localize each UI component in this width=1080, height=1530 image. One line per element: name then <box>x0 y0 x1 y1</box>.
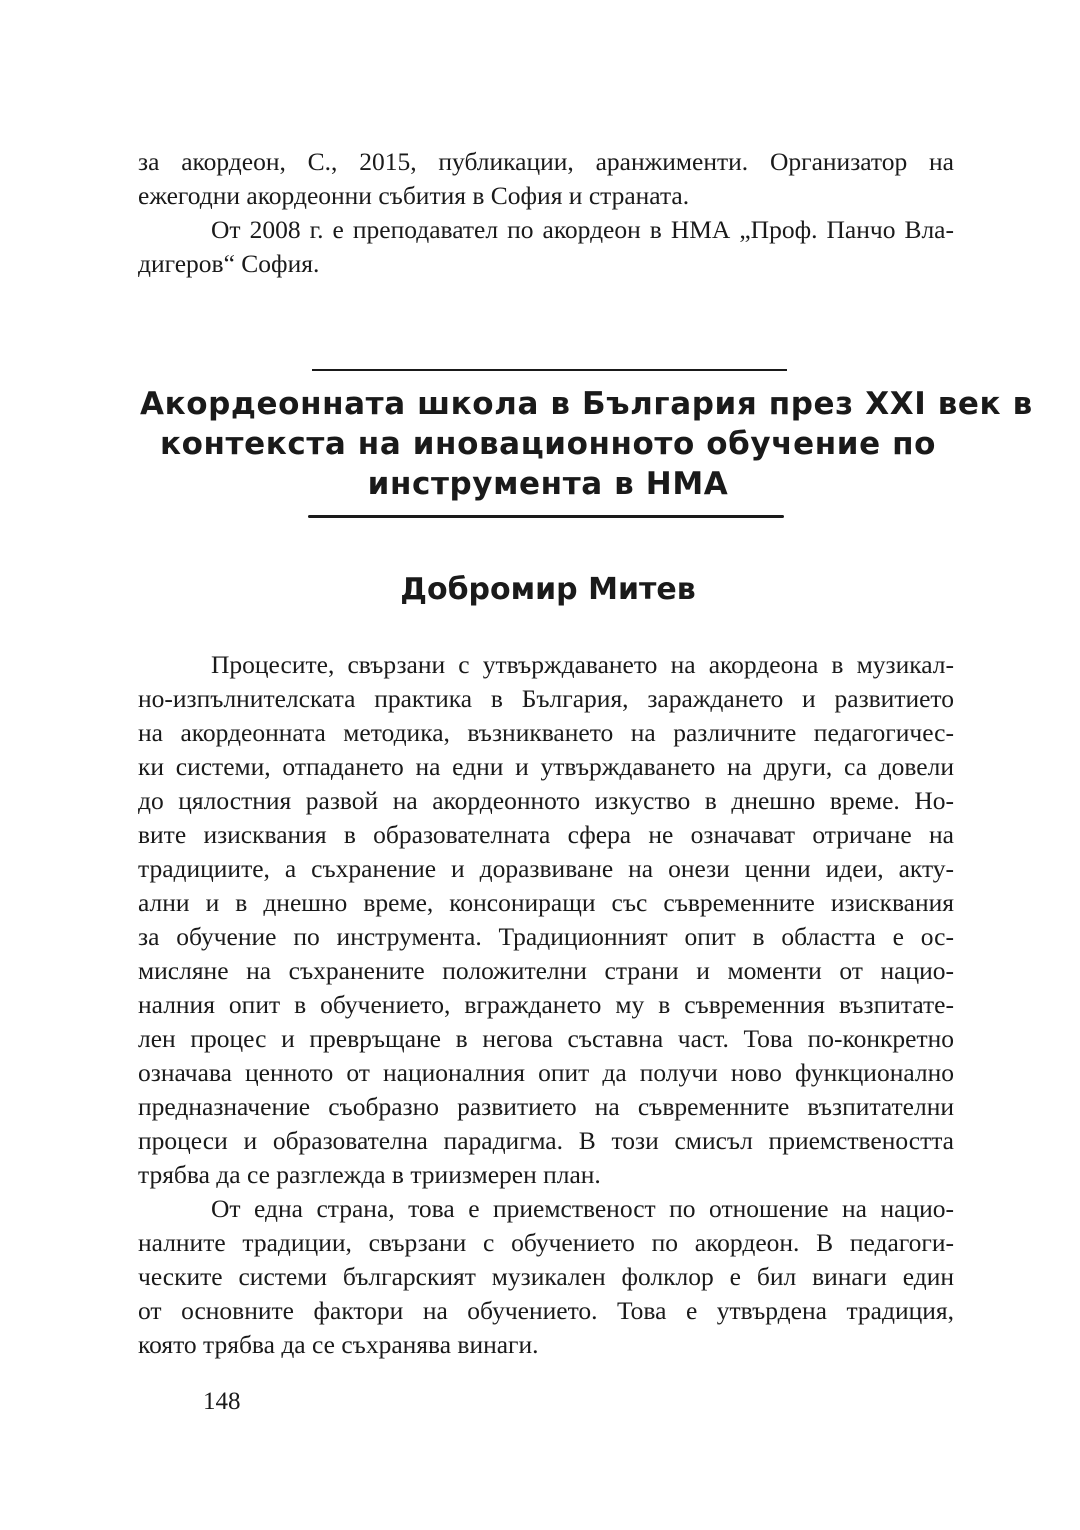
article-body <box>138 648 954 1362</box>
text-line: от основните фактори на обучението. Това е утвърдена традиция, <box>138 1296 954 1325</box>
text-line: налния опит в обучението, вграждането му в съвременния възпитате- <box>138 990 954 1019</box>
text-line: трябва да се разглежда в триизмерен план. <box>138 1160 601 1189</box>
article-author: Добромир Митев <box>400 572 696 607</box>
text-line: която трябва да се съхранява винаги. <box>138 1330 539 1359</box>
text-line: означава ценното от националния опит да получи ново функционално <box>138 1058 954 1087</box>
text-line: налните традиции, свързани с обучението по акордеон. В педагоги- <box>138 1228 954 1257</box>
text-line: Процесите, свързани с утвърждаването на акордеона в музикал- <box>211 650 954 679</box>
text-line: вите изисквания в образователната сфера не означават отричане на <box>138 820 954 849</box>
bio-paragraph <box>138 145 954 281</box>
page-number: 148 <box>203 1388 241 1415</box>
article-title <box>140 384 1033 504</box>
text-line: ки системи, отпадането на едни и утвърждаването на други, са довели <box>138 752 954 781</box>
title-rule-bottom <box>308 515 784 518</box>
title-rule-top <box>312 369 787 371</box>
text-line: ческите системи българският музикален фолклор е бил винаги един <box>138 1262 954 1291</box>
title-line: инструмента в НМА <box>367 466 729 502</box>
text-line: до цялостния развой на акордеонното изкуство в днешно време. Но- <box>138 786 954 815</box>
text-line: предназначение съобразно развитието на съвременните възпитателни <box>138 1092 954 1121</box>
title-line: Акордеонната школа в България през XXI век в <box>140 386 1033 422</box>
text-line: но-изпълнителската практика в България, зараждането и развитието <box>138 684 954 713</box>
text-line: мисляне на съхранените положителни страни и моменти от нацио- <box>138 956 954 985</box>
text-line: процеси и образователна парадигма. В този смисъл приемствеността <box>138 1126 954 1155</box>
text-line: От една страна, това е приемственост по отношение на нацио- <box>211 1194 954 1223</box>
text-line: на акордеонната методика, възникването на различните педагогичес- <box>138 718 954 747</box>
text-line: традициите, а съхранение и доразвиване на онези ценни идеи, акту- <box>138 854 954 883</box>
text-line: ежегодни акордеонни събития в София и страната. <box>138 181 690 210</box>
text-line: ални и в днешно време, консониращи със съвременните изисквания <box>138 888 954 917</box>
text-line: дигеров“ София. <box>138 249 320 278</box>
text-line: за акордеон, С., 2015, публикации, аранжименти. Организатор на <box>138 147 954 176</box>
text-line: От 2008 г. е преподавател по акордеон в НМА „Проф. Панчо Вла- <box>211 215 954 244</box>
title-line: контекста на иновационното обучение по <box>159 426 937 462</box>
text-line: лен процес и превръщане в негова съставна част. Това по-конкретно <box>138 1024 954 1053</box>
text-line: за обучение по инструмента. Традиционният опит в областта е ос- <box>138 922 954 951</box>
